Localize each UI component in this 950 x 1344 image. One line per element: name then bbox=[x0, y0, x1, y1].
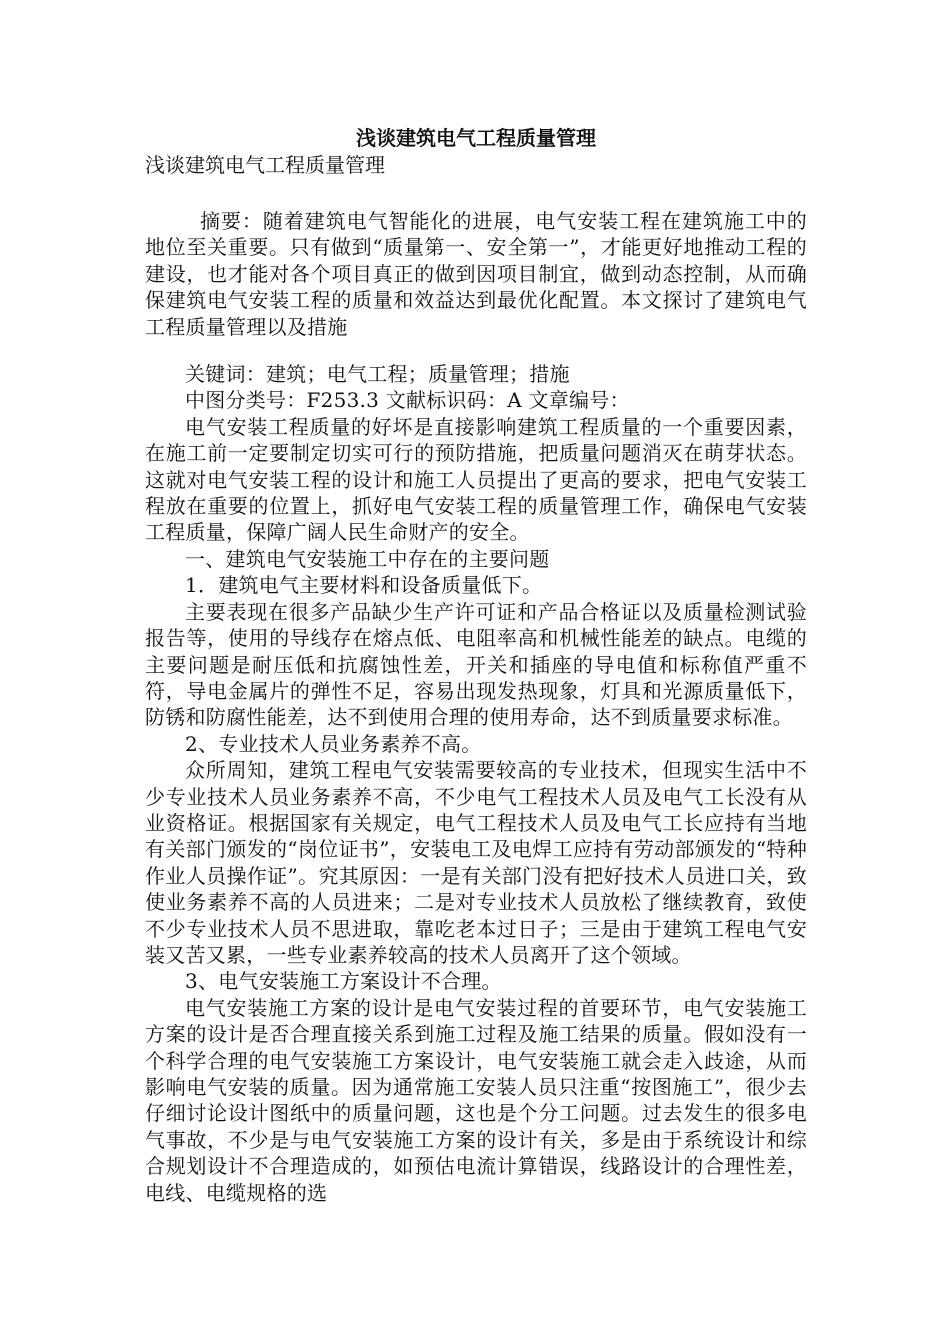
document-subtitle: 浅谈建筑电气工程质量管理 bbox=[145, 153, 385, 177]
subsection-heading: 3、电气安装施工方案设计不合理。 bbox=[185, 969, 502, 994]
document-page bbox=[145, 124, 807, 1206]
spacer bbox=[145, 340, 807, 361]
body-paragraph: 众所周知，建筑工程电气安装需要较高的专业技术，但现实生活中不少专业技术人员业务素养不高，不少电气工程技术人员及电气工长没有从业资格证。根据国家有关规定，电气工程技术人员及电气工长应持有当地有关部门颁发的“岗位证书”，安装电工及电焊工应持有劳动部颁发的“特种作业人员操作证”。究其原因：一是有关部门没有把好技术人员进口关，致使业务素养不高的人员进来；二是对专业技术人员放松了继续教育，致使不少专业技术人员不思进取，靠吃老本过日子；三是由于建筑工程电气安装又苦又累，一些专业素养较高的技术人员离开了这个领域。 bbox=[145, 758, 807, 967]
document-title: 浅谈建筑电气工程质量管理 bbox=[356, 126, 596, 150]
subsection-heading: 2、专业技术人员业务素养不高。 bbox=[185, 731, 482, 756]
section-heading: 一、建筑电气安装施工中存在的主要问题 bbox=[185, 546, 550, 571]
body-paragraph: 电气安装工程质量的好坏是直接影响建筑工程质量的一个重要因素，在施工前一定要制定切实可行的预防措施，把质量问题消灭在萌芽状态。这就对电气安装工程的设计和施工人员提出了更高的要求，把电气安装工程放在重要的位置上，抓好电气安装工程的质量管理工作，确保电气安装工程质量，保障广阔人民生命财产的安全。 bbox=[145, 414, 807, 545]
classification-line: 中图分类号：F253.3 文献标识码：A 文章编号： bbox=[185, 388, 630, 413]
keywords-line: 关键词：建筑；电气工程；质量管理；措施 bbox=[185, 362, 570, 387]
abstract-paragraph: 摘要：随着建筑电气智能化的进展，电气安装工程在建筑施工中的地位至关重要。只有做到“质量第一、安全第一”，才能更好地推动工程的建设，也才能对各个项目真正的做到因项目制宜，做到动态控制，从而确保建筑电气安装工程的质量和效益达到最优化配置。本文探讨了建筑电气工程质量管理以及措施 bbox=[145, 209, 807, 339]
body-paragraph: 电气安装施工方案的设计是电气安装过程的首要环节，电气安装施工方案的设计是否合理直接关系到施工过程及施工结果的质量。假如没有一个科学合理的电气安装施工方案设计，电气安装施工就会走入歧途，从而影响电气安装的质量。因为通常施工安装人员只注重“按图施工”，很少去仔细讨论设计图纸中的质量问题，这也是个分工问题。过去发生的很多电气事故，不少是与电气安装施工方案的设计有关，多是由于系统设计和综合规划设计不合理造成的，如预估电流计算错误，线路设计的合理性差，电线、电缆规格的选 bbox=[145, 995, 807, 1205]
spacer bbox=[145, 178, 807, 208]
subsection-heading: 1．建筑电气主要材料和设备质量低下。 bbox=[185, 573, 543, 598]
body-paragraph: 主要表现在很多产品缺少生产许可证和产品合格证以及质量检测试验报告等，使用的导线存在熔点低、电阻率高和机械性能差的缺点。电缆的主要问题是耐压低和抗腐蚀性差，开关和插座的导电值和标称值严重不符，导电金属片的弹性不足，容易出现发热现象，灯具和光源质量低下，防锈和防腐性能差，达不到使用合理的使用寿命，达不到质量要求标准。 bbox=[145, 599, 807, 730]
